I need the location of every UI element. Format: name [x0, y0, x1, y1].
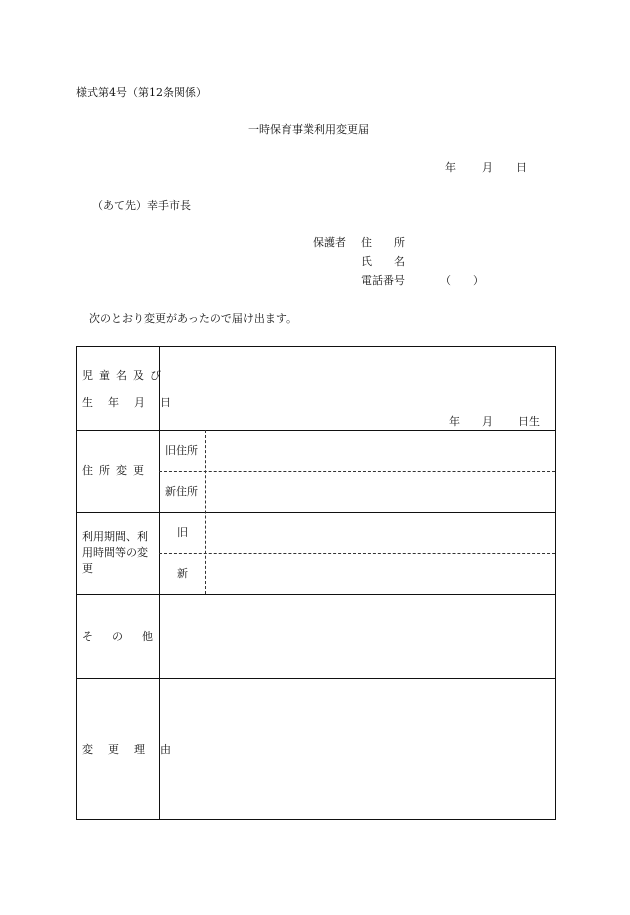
- other-label: その他: [82, 630, 172, 643]
- other-field[interactable]: [167, 601, 547, 673]
- addressee: （あて先）幸手市長: [92, 199, 191, 212]
- child-name-field[interactable]: [167, 357, 547, 407]
- old-address-field[interactable]: [211, 435, 551, 467]
- address-change-label: 住所変更: [82, 464, 150, 477]
- period-old-new-divider: [159, 553, 555, 554]
- period-change-label-line1: 利用期間、利: [82, 530, 148, 543]
- period-new-field[interactable]: [211, 558, 551, 590]
- birth-month-label: 月: [482, 415, 493, 428]
- row-divider-2: [77, 512, 555, 513]
- period-change-label-line2: 用時間等の変: [82, 546, 148, 559]
- phone-parentheses: （ ）: [440, 274, 484, 287]
- period-old-field[interactable]: [211, 517, 551, 549]
- intro-text: 次のとおり変更があったので届け出ます。: [89, 312, 298, 325]
- new-address-label: 新住所: [165, 485, 198, 498]
- birth-day-label: 日生: [518, 415, 540, 428]
- reason-label: 変更理由: [82, 743, 186, 756]
- date-day-label: 日: [516, 161, 527, 174]
- row-divider-4: [77, 678, 555, 679]
- form-number: 様式第4号（第12条関係）: [76, 86, 207, 99]
- period-change-label-line3: 更: [82, 562, 93, 575]
- sub-label-divider: [205, 430, 206, 594]
- birth-date-label: 生年月日: [82, 396, 186, 409]
- row-divider-3: [77, 594, 555, 595]
- child-name-label: 児童名及び: [82, 369, 167, 382]
- guardian-phone-label: 電話番号: [361, 274, 405, 287]
- new-address-field[interactable]: [211, 476, 551, 508]
- period-old-label: 旧: [177, 526, 188, 539]
- date-month-label: 月: [482, 161, 493, 174]
- old-address-label: 旧住所: [165, 444, 198, 457]
- address-old-new-divider: [159, 471, 555, 472]
- row-divider-1: [77, 430, 555, 431]
- guardian-name-label: 氏 名: [361, 255, 405, 268]
- guardian-address-label: 住 所: [361, 236, 405, 249]
- guardian-label: 保護者: [313, 236, 346, 249]
- page-title: 一時保育事業利用変更届: [248, 123, 369, 136]
- birth-year-label: 年: [449, 415, 460, 428]
- period-new-label: 新: [177, 567, 188, 580]
- date-year-label: 年: [445, 161, 456, 174]
- change-form-table: [76, 346, 556, 820]
- reason-field[interactable]: [167, 685, 547, 813]
